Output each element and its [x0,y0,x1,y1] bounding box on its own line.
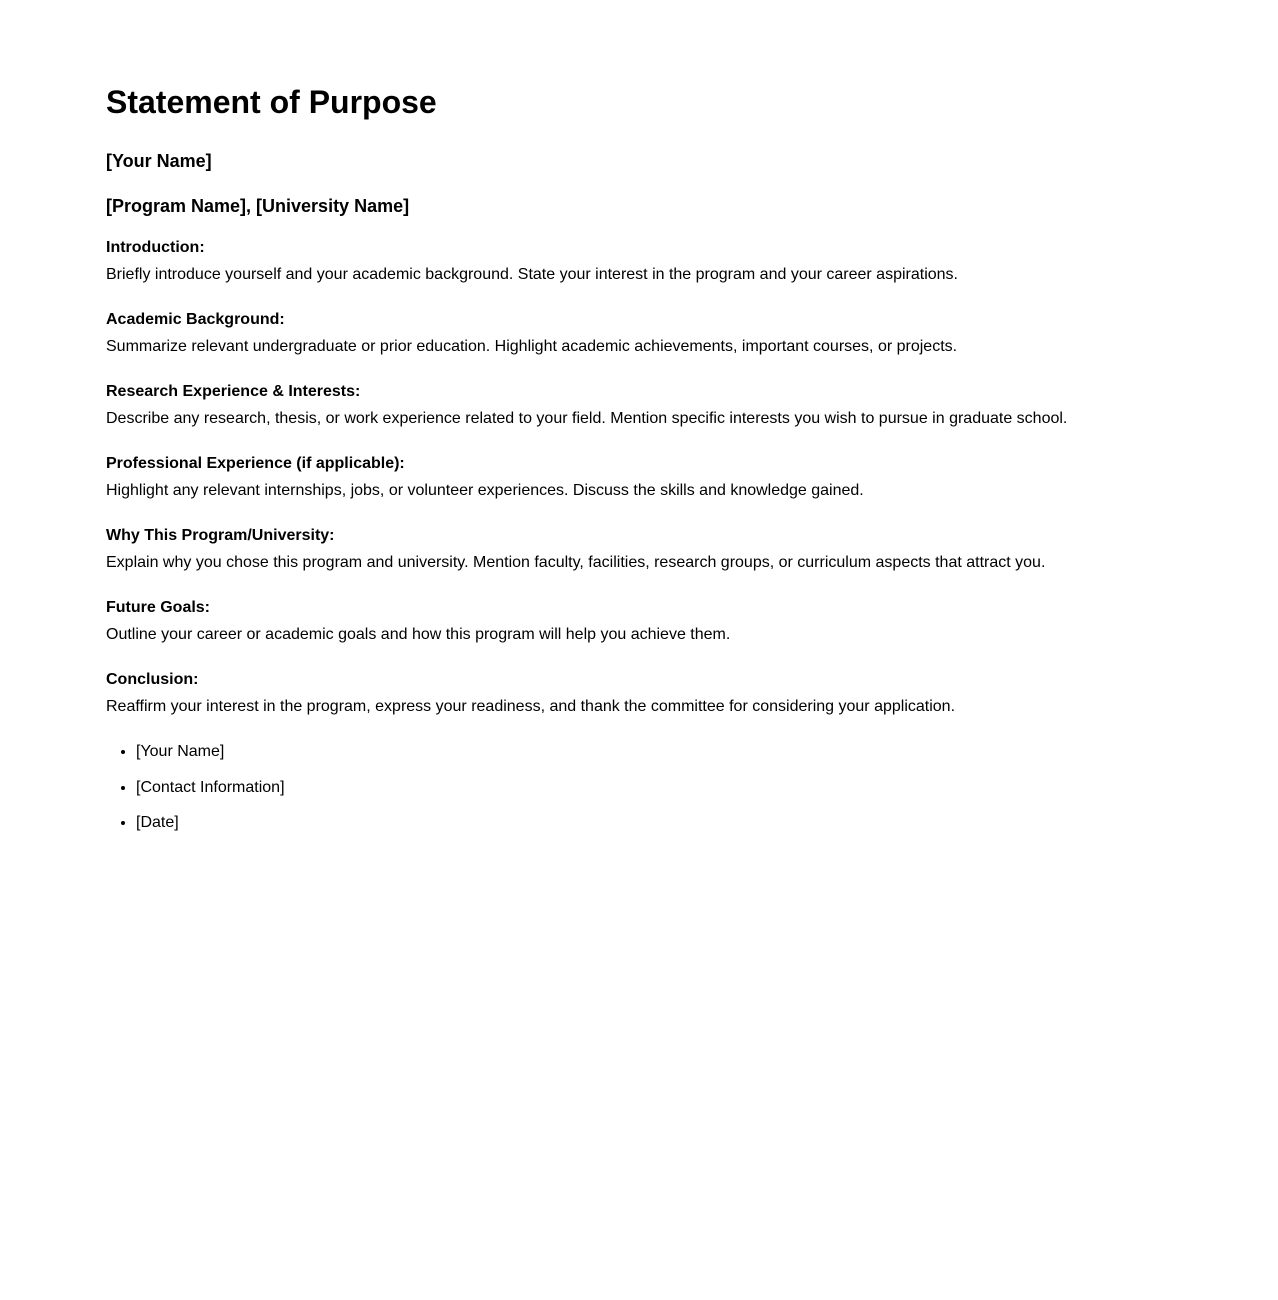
closing-item-date: • [Date] [136,812,1278,834]
section-academic-background [106,309,1278,358]
section-body: Describe any research, thesis, or work experience related to your field. Mention specific interests you wish to pursue in graduate school. [106,410,1068,427]
section-label: Academic Background: [106,311,285,328]
closing-item-name: • [Your Name] [136,741,1278,763]
applicant-name-heading: [Your Name] [106,151,212,171]
section-body: Highlight any relevant internships, jobs, or volunteer experiences. Discuss the skills and knowledge gained. [106,482,864,499]
document-title: Statement of Purpose [106,84,437,120]
section-future-goals [106,597,1278,646]
closing-list [106,741,1278,834]
section-label: Professional Experience (if applicable): [106,455,405,472]
section-body: Outline your career or academic goals and how this program will help you achieve them. [106,626,731,643]
section-why-this-program [106,525,1278,574]
section-label: Research Experience & Interests: [106,383,361,400]
section-label: Future Goals: [106,599,211,616]
section-body: Summarize relevant undergraduate or prior education. Highlight academic achievements, important courses, or projects. [106,338,958,355]
section-body: Reaffirm your interest in the program, express your readiness, and thank the committee for considering your application. [106,698,956,715]
section-body: Briefly introduce yourself and your academic background. State your interest in the program and your career aspirations. [106,266,958,283]
section-label: Introduction: [106,239,205,256]
section-professional-experience [106,453,1278,502]
closing-item-contact: • [Contact Information] [136,777,1278,799]
section-body: Explain why you chose this program and university. Mention faculty, facilities, research groups, or curriculum aspects that attract you. [106,554,1046,571]
section-introduction [106,237,1278,286]
section-research-experience [106,381,1278,430]
program-university-heading: [Program Name], [University Name] [106,196,410,216]
section-label: Why This Program/University: [106,527,335,544]
section-conclusion [106,669,1278,718]
section-label: Conclusion: [106,671,199,688]
sections-container [106,237,1278,718]
